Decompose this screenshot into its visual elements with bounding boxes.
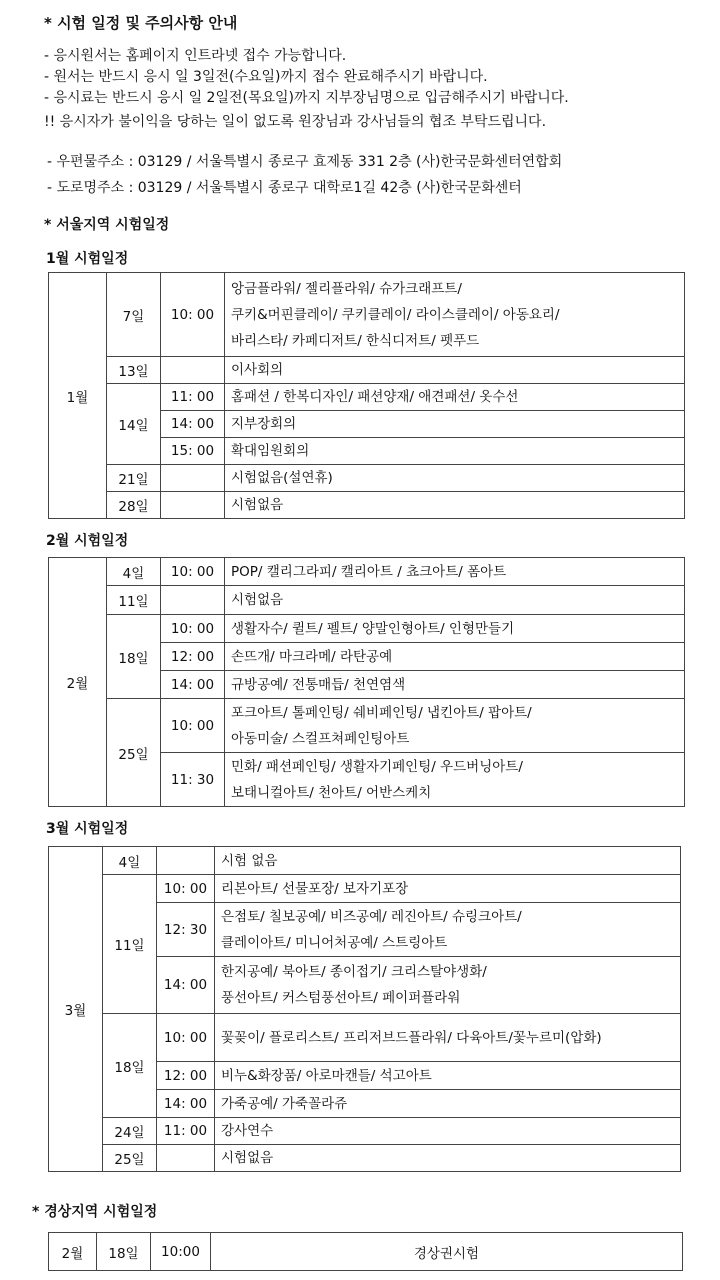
event-cell: 시험없음 (225, 492, 685, 519)
jan-schedule-table (48, 272, 685, 519)
table-row (49, 465, 685, 492)
table-row (49, 1233, 683, 1271)
time-cell: 10: 00 (161, 699, 225, 753)
day-cell: 4일 (103, 847, 157, 875)
day-cell: 18일 (107, 615, 161, 699)
table-row (49, 273, 685, 357)
table-row (49, 1014, 681, 1062)
time-cell: 10: 00 (161, 273, 225, 357)
event-cell (215, 957, 681, 1014)
day-cell: 21일 (107, 465, 161, 492)
event-cell: 홈패션 / 한복디자인/ 패션양재/ 애견패션/ 옷수선 (225, 384, 685, 411)
event-line: 보태니컬아트/ 천아트/ 어반스케치 (231, 784, 432, 801)
event-line: 민화/ 패션페인팅/ 생활자기페인팅/ 우드버닝아트/ (231, 758, 523, 775)
time-cell: 10: 00 (161, 558, 225, 586)
event-cell: 생활자수/ 퀼트/ 펠트/ 양말인형아트/ 인형만들기 (225, 615, 685, 643)
notice-line: - 원서는 반드시 응시 일 3일전(수요일)까지 접수 완료해주시기 바랍니다. (44, 69, 488, 85)
table-row (49, 699, 685, 753)
day-cell: 4일 (107, 558, 161, 586)
day-cell: 24일 (103, 1118, 157, 1145)
notice-line: !! 응시자가 불이익을 당하는 일이 없도록 원장님과 강사님들의 협조 부탁드립니다. (44, 114, 547, 130)
table-row (49, 1145, 681, 1172)
day-cell: 7일 (107, 273, 161, 357)
table-row (49, 875, 681, 903)
time-cell (161, 357, 225, 384)
event-cell: 확대임원회의 (225, 438, 685, 465)
event-line: 아동미술/ 스컬프쳐페인팅아트 (231, 730, 410, 747)
time-cell: 14: 00 (157, 957, 215, 1014)
event-cell (215, 903, 681, 957)
gyeongsang-schedule-table (48, 1232, 683, 1271)
day-cell: 14일 (107, 384, 161, 465)
feb-title: 2월 시험일정 (46, 533, 129, 549)
day-cell: 18일 (97, 1233, 151, 1271)
event-cell: 시험없음 (215, 1145, 681, 1172)
month-cell: 3월 (49, 847, 103, 1172)
month-cell: 1월 (49, 273, 107, 519)
event-line: 앙금플라워/ 젤리플라워/ 슈가크래프트/ (231, 280, 462, 297)
table-row (49, 357, 685, 384)
time-cell: 11: 00 (157, 1118, 215, 1145)
table-row (49, 586, 685, 615)
time-cell: 10: 00 (157, 1014, 215, 1062)
event-line: 포크아트/ 톨페인팅/ 쉐비페인팅/ 냅킨아트/ 팝아트/ (231, 704, 532, 721)
time-cell (161, 465, 225, 492)
event-line: 바리스타/ 카페디저트/ 한식디저트/ 펫푸드 (231, 332, 480, 349)
postal-address: - 우편물주소 : 03129 / 서울특별시 종로구 효제동 331 2층 (사)한국문화센터연합회 (47, 154, 563, 170)
event-line: 한지공예/ 북아트/ 종이접기/ 크리스탈야생화/ (221, 964, 487, 980)
event-cell: 리본아트/ 선물포장/ 보자기포장 (215, 875, 681, 903)
event-cell: 시험 없음 (215, 847, 681, 875)
time-cell: 12: 30 (157, 903, 215, 957)
event-cell: 시험없음(설연휴) (225, 465, 685, 492)
month-cell: 2월 (49, 558, 107, 807)
notice-line: - 응시료는 반드시 응시 일 2일전(목요일)까지 지부장님명으로 입금해주시기 바랍니다. (44, 90, 569, 106)
time-cell: 12: 00 (157, 1062, 215, 1090)
time-cell (157, 1145, 215, 1172)
event-cell (225, 273, 685, 357)
feb-schedule-table (48, 557, 685, 807)
table-row (49, 558, 685, 586)
time-cell: 14: 00 (161, 411, 225, 438)
event-cell: 손뜨개/ 마크라메/ 라탄공예 (225, 643, 685, 671)
event-cell: 가죽공예/ 가죽꼴라쥬 (215, 1090, 681, 1118)
table-row (49, 847, 681, 875)
event-line: 풍선아트/ 커스텀풍선아트/ 페이퍼플라워 (221, 990, 461, 1006)
mar-schedule-table (48, 846, 681, 1172)
day-cell: 11일 (107, 586, 161, 615)
time-cell: 15: 00 (161, 438, 225, 465)
jan-title: 1월 시험일정 (46, 251, 129, 267)
time-cell (161, 492, 225, 519)
time-cell: 10: 00 (161, 615, 225, 643)
table-row (49, 384, 685, 411)
event-cell: POP/ 캘리그라피/ 캘리아트 / 쵸크아트/ 폼아트 (225, 558, 685, 586)
table-row (49, 492, 685, 519)
time-cell (161, 586, 225, 615)
event-cell: 지부장회의 (225, 411, 685, 438)
time-cell: 14: 00 (161, 671, 225, 699)
table-row (49, 1118, 681, 1145)
event-cell: 꽃꽂이/ 플로리스트/ 프리저브드플라워/ 다육아트/꽃누르미(압화) (215, 1014, 681, 1062)
event-cell: 이사회의 (225, 357, 685, 384)
event-line: 쿠키&머핀클레이/ 쿠키클레이/ 라이스클레이/ 아동요리/ (231, 306, 560, 323)
time-cell (157, 847, 215, 875)
gyeongsang-title: * 경상지역 시험일정 (32, 1204, 158, 1220)
event-cell: 시험없음 (225, 586, 685, 615)
time-cell: 10:00 (151, 1233, 211, 1271)
road-address: - 도로명주소 : 03129 / 서울특별시 종로구 대학로1길 42층 (사)한국문화센터 (47, 180, 522, 196)
event-cell: 경상권시험 (211, 1233, 683, 1271)
mar-title: 3월 시험일정 (46, 821, 129, 837)
notice-line: - 응시원서는 홈페이지 인트라넷 접수 가능합니다. (44, 48, 347, 64)
event-cell: 강사연수 (215, 1118, 681, 1145)
time-cell: 12: 00 (161, 643, 225, 671)
time-cell: 11: 30 (161, 753, 225, 807)
time-cell: 14: 00 (157, 1090, 215, 1118)
event-cell: 규방공예/ 전통매듭/ 천연염색 (225, 671, 685, 699)
day-cell: 28일 (107, 492, 161, 519)
event-line: 클레이아트/ 미니어처공예/ 스트링아트 (221, 934, 448, 951)
day-cell: 25일 (107, 699, 161, 807)
event-cell (225, 753, 685, 807)
day-cell: 25일 (103, 1145, 157, 1172)
time-cell: 10: 00 (157, 875, 215, 903)
day-cell: 11일 (103, 875, 157, 1014)
event-cell (225, 699, 685, 753)
table-row (49, 615, 685, 643)
time-cell: 11: 00 (161, 384, 225, 411)
day-cell: 18일 (103, 1014, 157, 1118)
notice-title: * 시험 일정 및 주의사항 안내 (44, 14, 238, 32)
event-line: 은점토/ 칠보공예/ 비즈공예/ 레진아트/ 슈링크아트/ (221, 908, 522, 925)
event-cell: 비누&화장품/ 아로마캔들/ 석고아트 (215, 1062, 681, 1090)
seoul-title: * 서울지역 시험일정 (44, 217, 170, 233)
day-cell: 13일 (107, 357, 161, 384)
month-cell: 2월 (49, 1233, 97, 1271)
